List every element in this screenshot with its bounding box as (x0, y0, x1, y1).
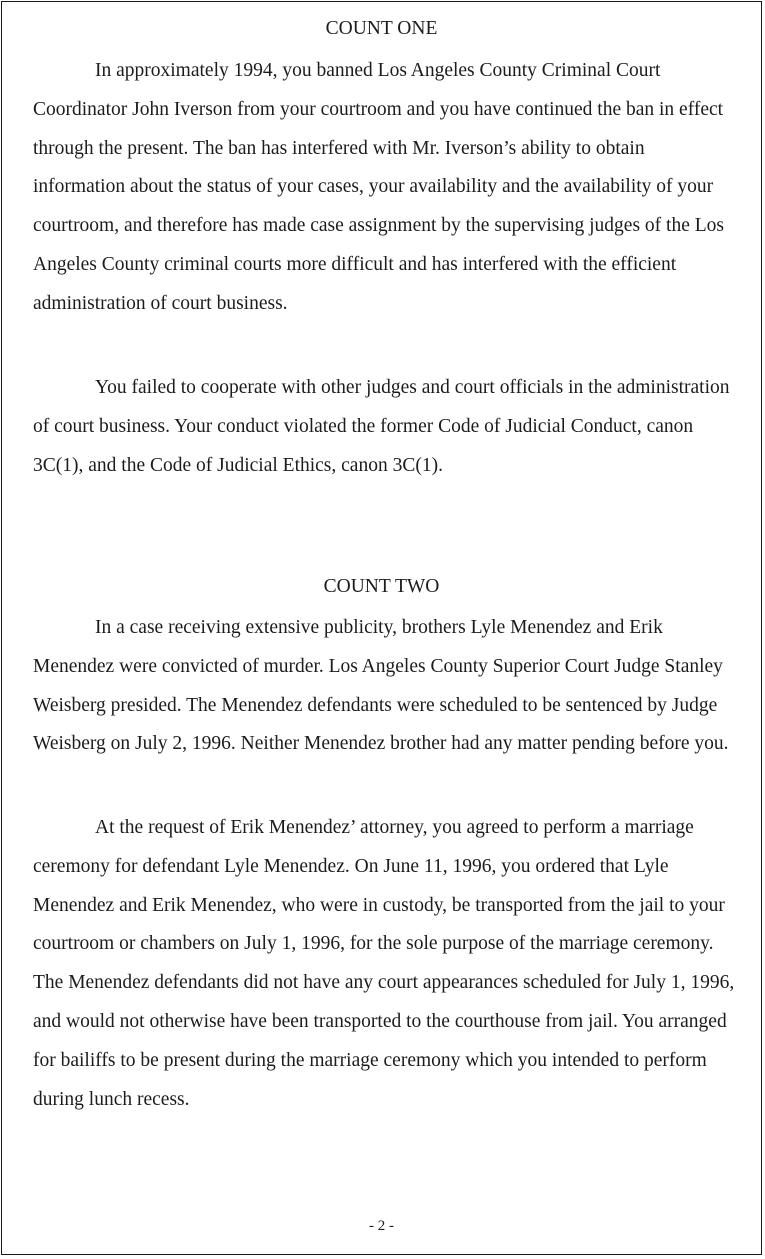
count-two-heading: COUNT TWO (323, 576, 440, 597)
document-page (1, 1, 762, 1255)
count-one-paragraph-1: In approximately 1994, you banned Los Angeles County Criminal Court Coordinator John Iverson from your courtroom and you have continued the ban in effect through the present. The ban has interfered with Mr. Iverson’s ability to obtain information about the status of your cases, your availability and the availability of your courtroom, and therefore has made case assignment by the supervising judges of the Los Angeles County criminal courts more difficult and has interfered with the efficient administration of court business. (33, 60, 724, 314)
count-one-heading: COUNT ONE (325, 18, 438, 39)
count-one-paragraph-2: You failed to cooperate with other judges and court officials in the administration of court business. Your conduct violated the former Code of Judicial Conduct, canon 3C(1), and the Code of Judicial Ethics, canon 3C(1). (33, 377, 730, 476)
count-two-paragraph-2: At the request of Erik Menendez’ attorney, you agreed to perform a marriage ceremony for defendant Lyle Menendez. On June 11, 1996, you ordered that Lyle Menendez and Erik Menendez, who were in custody, be transported from the jail to your courtroom or chambers on July 1, 1996, for the sole purpose of the marriage ceremony. The Menendez defendants did not have any court appearances scheduled for July 1, 1996, and would not otherwise have been transported to the courthouse from jail. You arranged for bailiffs to be present during the marriage ceremony which you intended to perform during lunch recess. (33, 817, 735, 1110)
page-number: - 2 - (369, 1218, 394, 1234)
count-two-paragraph-1: In a case receiving extensive publicity, brothers Lyle Menendez and Erik Menendez were convicted of murder. Los Angeles County Superior Court Judge Stanley Weisberg presided. The Menendez defendants were scheduled to be sentenced by Judge Weisberg on July 2, 1996. Neither Menendez brother had any matter pending before you. (33, 617, 729, 755)
